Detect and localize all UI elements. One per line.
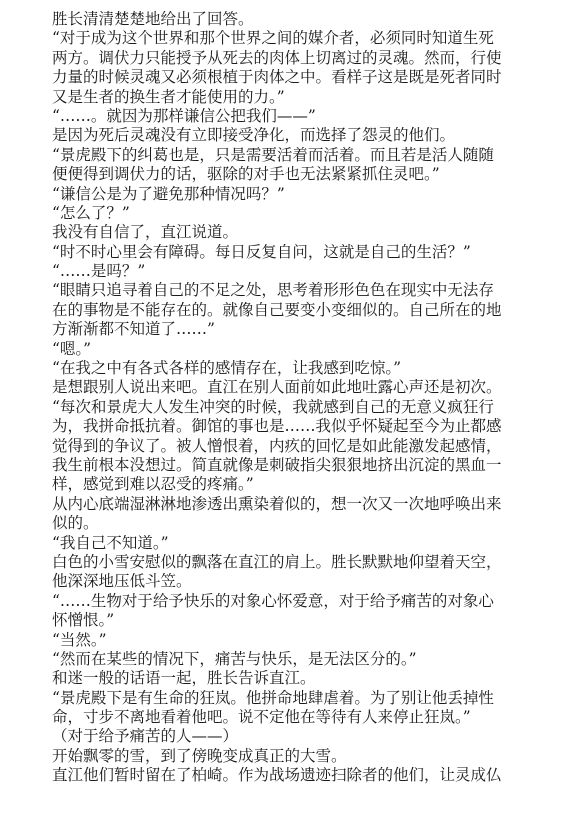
text-line: “在我之中有各式各样的感情存在，让我感到吃惊。” xyxy=(52,359,402,378)
text-line: 和迷一般的话语一起，胜长告诉直江。 xyxy=(52,669,316,688)
text-line: 开始飘零的雪，到了傍晚变成真正的大雪。 xyxy=(52,746,347,765)
text-line: 命，寸步不离地看着他吧。说不定他在等待有人来停止狂岚。” xyxy=(52,708,471,727)
text-line: 从内心底端湿淋淋地渗透出熏染着似的，想一次又一次地呼唤出来 xyxy=(52,494,502,513)
text-line: 我没有自信了，直江说道。 xyxy=(52,223,239,242)
text-line: 胜长清清楚楚地给出了回答。 xyxy=(52,10,254,28)
text-line: 在的事物是不能存在的。就像自己要变小变细似的。自己所在的地 xyxy=(52,300,502,319)
text-line: “景虎殿下是有生命的狂岚。他拼命地肆虐着。为了别让他丢掉性 xyxy=(52,688,494,707)
text-line: “嗯。” xyxy=(52,339,92,358)
text-line: 样，感觉到难以忍受的疼痛。” xyxy=(52,475,254,494)
text-line: “……。就因为那样谦信公把我们——” xyxy=(52,106,316,125)
text-line: 便便得到调伏力的话，驱除的对手也无法紧紧抓住灵吧。” xyxy=(52,165,440,184)
text-line: “当然。” xyxy=(52,630,107,649)
text-line: 白色的小雪安慰似的飘落在直江的肩上。胜长默默地仰望着天空， xyxy=(52,552,502,571)
text-line: 又是生者的换生者才能使用的力。” xyxy=(52,87,285,106)
text-line: 力量的时候灵魂又必须根植于肉体之中。看样子这是既是死者同时 xyxy=(52,68,502,87)
text-line: “……是吗？” xyxy=(52,262,146,281)
text-line: “时不时心里会有障碍。每日反复自问，这就是自己的生活？” xyxy=(52,242,471,261)
text-line: “眼睛只追寻着自己的不足之处，思考着形形色色在现实中无法存 xyxy=(52,281,494,300)
text-line: 他深深地压低斗笠。 xyxy=(52,572,192,591)
text-line: 为，我拼命抵抗着。御馆的事也是……我似乎怀疑起至今为止都感 xyxy=(52,417,502,436)
text-line: 两方。调伏力只能授予从死去的肉体上切离过的灵魂。然而，行使 xyxy=(52,48,502,67)
text-line: （对于给予痛苦的人——） xyxy=(52,727,239,746)
text-line: 方渐渐都不知道了……” xyxy=(52,320,215,339)
text-line: “每次和景虎大人发生冲突的时候，我就感到自己的无意义疯狂行 xyxy=(52,397,494,416)
text-line: “然而在某些的情况下，痛苦与快乐，是无法区分的。” xyxy=(52,649,417,668)
text-line: “谦信公是为了避免那种情况吗？” xyxy=(52,184,285,203)
text-line: “怎么了？” xyxy=(52,203,130,222)
text-line: 是想跟别人说出来吧。直江在别人面前如此地吐露心声还是初次。 xyxy=(52,378,502,397)
text-line: “……生物对于给予快乐的对象心怀爱意，对于给予痛苦的对象心 xyxy=(52,591,494,610)
text-line: “景虎殿下的纠葛也是，只是需要活着而活着。而且若是活人随随 xyxy=(52,145,494,164)
text-line: 我生前根本没想过。简直就像是刺破指尖狠狠地挤出沉淀的黑血一 xyxy=(52,455,502,474)
text-line: 觉得到的争议了。被人憎恨着，内疚的回忆是如此能激发起感情， xyxy=(52,436,502,455)
text-line: “对于成为这个世界和那个世界之间的媒介者，必须同时知道生死 xyxy=(52,29,494,48)
text-line: 直江他们暂时留在了柏崎。作为战场遗迹扫除者的他们，让灵成仏 xyxy=(52,766,502,785)
text-line: 是因为死后灵魂没有立即接受净化，而选择了怨灵的他们。 xyxy=(52,126,456,145)
text-line: “我自己不知道。” xyxy=(52,533,169,552)
text-line: 似的。 xyxy=(52,514,99,533)
document-page xyxy=(52,10,580,786)
text-line: 怀憎恨。” xyxy=(52,611,115,630)
